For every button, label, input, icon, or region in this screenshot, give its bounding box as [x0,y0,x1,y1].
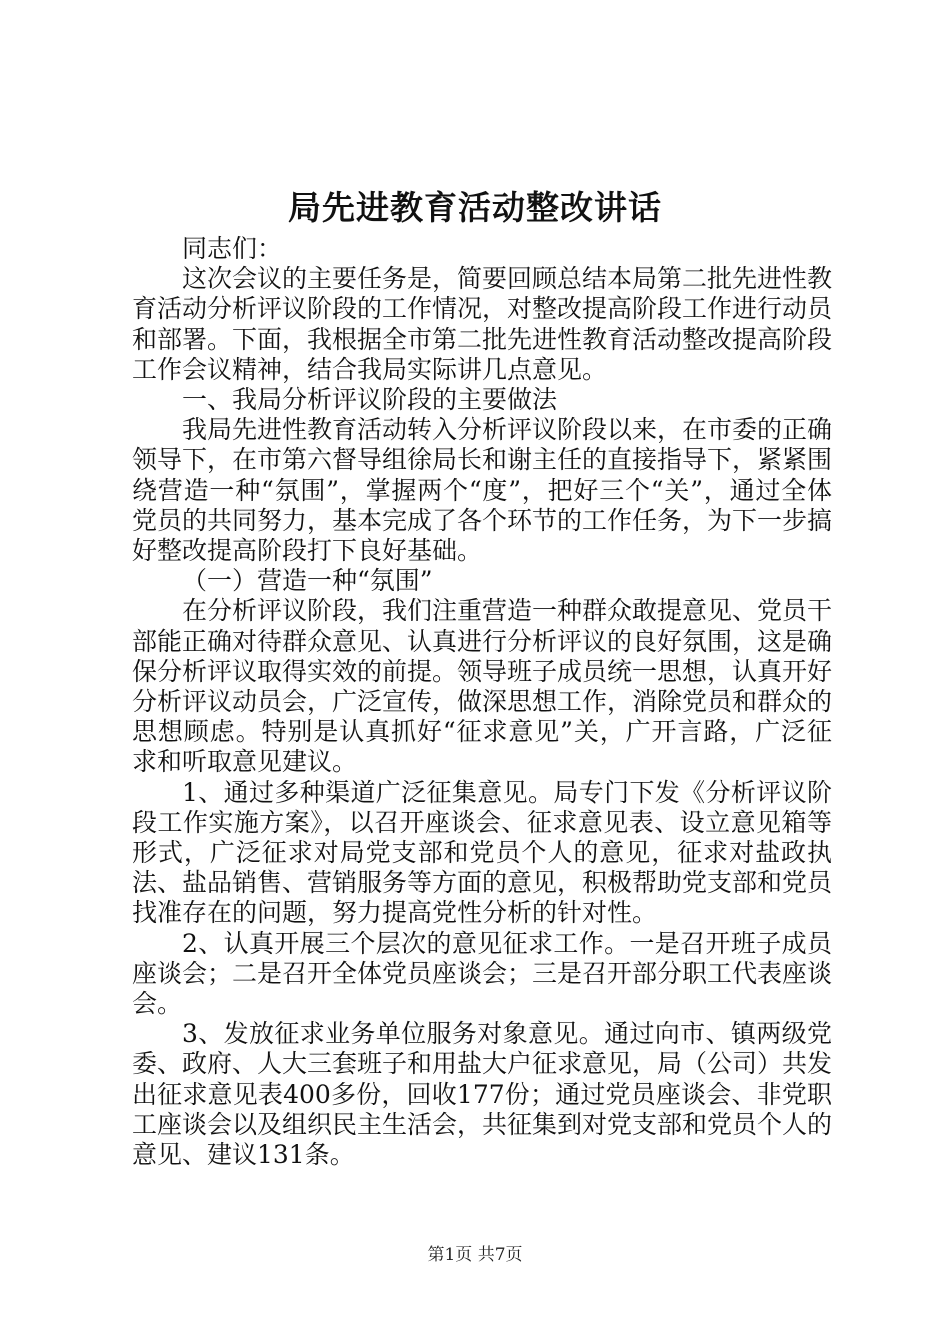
body-paragraph: 在分析评议阶段，我们注重营造一种群众敢提意见、党员干部能正确对待群众意见、认真进行分析评议的良好氛围，这是确保分析评议取得实效的前提。领导班子成员统一思想，认真开好分析评议动员会，广泛宣传，做深思想工作，消除党员和群众的思想顾虑。特别是认真抓好“征求意见”关，广开言路，广泛征求和听取意见建议。 [132,596,833,777]
section-heading: 一、我局分析评议阶段的主要做法 [182,385,558,415]
document-body [132,234,832,1170]
body-paragraph: 我局先进性教育活动转入分析评议阶段以来，在市委的正确领导下，在市第六督导组徐局长和谢主任的直接指导下，紧紧围绕营造一种“氛围”，掌握两个“度”，把好三个“关”，通过全体党员的共同努力，基本完成了各个环节的工作任务，为下一步搞好整改提高阶段打下良好基础。 [132,415,833,566]
page-number-footer: 第1页 共7页 [427,1245,523,1265]
intro-paragraph: 这次会议的主要任务是，简要回顾总结本局第二批先进性教育活动分析评议阶段的工作情况，对整改提高阶段工作进行动员和部署。下面，我根据全市第二批先进性教育活动整改提高阶段工作会议精神，结合我局实际讲几点意见。 [132,264,833,384]
document-title: 局先进教育活动整改讲话 [288,188,662,227]
numbered-item-2: 2、认真开展三个层次的意见征求工作。一是召开班子成员座谈会；二是召开全体党员座谈会；三是召开部分职工代表座谈会。 [132,928,833,1019]
numbered-item-3: 3、发放征求业务单位服务对象意见。通过向市、镇两级党委、政府、人大三套班子和用盐大户征求意见，局（公司）共发出征求意见表400多份，回收177份；通过党员座谈会、非党职工座谈会以及组织民主生活会，共征集到对党支部和党员个人的意见、建议131条。 [132,1019,833,1170]
salutation: 同志们： [182,234,283,263]
numbered-item-1: 1、通过多种渠道广泛征集意见。局专门下发《分析评议阶段工作实施方案》，以召开座谈会、征求意见表、设立意见箱等形式，广泛征求对局党支部和党员个人的意见，征求对盐政执法、盐品销售、营销服务等方面的意见，积极帮助党支部和党员找准存在的问题，努力提高党性分析的针对性。 [132,777,833,928]
subsection-heading: （一）营造一种“氛围” [182,566,433,596]
